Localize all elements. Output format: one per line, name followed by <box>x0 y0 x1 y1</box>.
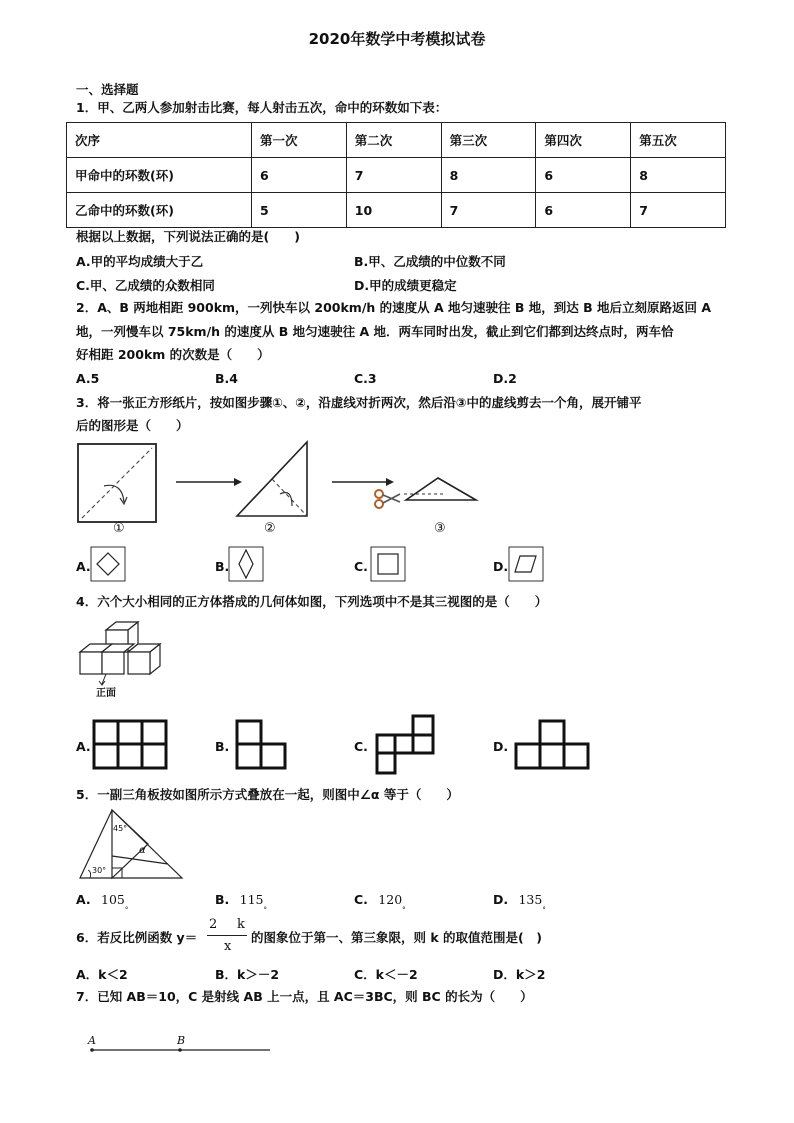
table-cell: 乙命中的环数(环) <box>67 193 252 228</box>
q3-option-a-label[interactable]: A. <box>76 559 91 574</box>
q5-option-value: 135 <box>518 892 543 907</box>
page-title: 2020年数学中考模拟试卷 <box>308 30 486 48</box>
q5-angle-30-label: 30° <box>92 866 107 875</box>
scissors-icon <box>375 490 400 508</box>
table-row <box>67 158 726 193</box>
table-header-cell: 第三次 <box>441 123 536 158</box>
q3-step-label: ① <box>113 521 125 536</box>
q3-folding-steps-figure <box>70 436 490 538</box>
q3-fold-arrow <box>280 493 292 507</box>
q5-angle-45-label: 45° <box>113 824 128 833</box>
q5-option-letter: A. <box>76 892 91 907</box>
q4-option-d-label[interactable]: D. <box>493 739 509 754</box>
q3-option-a-figure[interactable] <box>90 546 126 582</box>
q1-option-d[interactable]: D.甲的成绩更稳定 <box>354 278 457 293</box>
q6-denominator: x <box>224 939 232 954</box>
q4-option-b-label[interactable]: B. <box>215 739 230 754</box>
table-cell: 甲命中的环数(环) <box>67 158 252 193</box>
q2-option-b[interactable]: B.4 <box>215 371 238 386</box>
q1-option-a[interactable]: A.甲的平均成绩大于乙 <box>76 254 204 269</box>
table-row <box>67 193 726 228</box>
q5-option-letter: B. <box>215 892 230 907</box>
q5-option-a[interactable] <box>76 892 129 914</box>
q6-numerator-left: 2 <box>209 917 218 932</box>
q3-option-c-label[interactable]: C. <box>354 559 368 574</box>
table-cell: 6 <box>536 193 631 228</box>
q5-option-c[interactable] <box>354 892 406 914</box>
degree-sign: ° <box>124 906 129 914</box>
table-cell: 8 <box>441 158 536 193</box>
q7-point-b-label: B <box>177 1034 186 1047</box>
q2-line3: 好相距 200km 的次数是（ ） <box>76 347 270 362</box>
q5-option-d[interactable] <box>493 892 546 914</box>
q4-option-d-figure[interactable] <box>514 719 590 771</box>
q6-option-d[interactable]: D．k＞2 <box>493 967 546 982</box>
q6-fraction-bar <box>207 935 247 936</box>
table-cell: 5 <box>252 193 347 228</box>
q5-option-letter: C. <box>354 892 368 907</box>
q5-option-value: 120 <box>378 892 403 907</box>
q3-option-d-label[interactable]: D. <box>493 559 509 574</box>
table-cell: 8 <box>631 158 726 193</box>
q5-stem: 5．一副三角板按如图所示方式叠放在一起，则图中∠α 等于（ ） <box>76 787 459 802</box>
q4-option-a-label[interactable]: A. <box>76 739 91 754</box>
q4-cube-solid-figure <box>76 618 166 688</box>
q3-option-b-label[interactable]: B. <box>215 559 230 574</box>
q3-option-d-figure[interactable] <box>508 546 544 582</box>
q4-option-c-label[interactable]: C. <box>354 739 368 754</box>
table-header-cell: 次序 <box>67 123 252 158</box>
q1-option-b[interactable]: B.甲、乙成绩的中位数不同 <box>354 254 506 269</box>
section-heading: 一、选择题 <box>76 82 139 97</box>
q3-line1: 3．将一张正方形纸片，按如图步骤①、②，沿虚线对折两次，然后沿③中的虚线剪去一个角，展开铺平 <box>76 395 642 410</box>
q6-option-a[interactable]: A．k＜2 <box>76 967 128 982</box>
table-cell: 7 <box>631 193 726 228</box>
q3-step-label: ② <box>264 521 276 536</box>
table-header-cell: 第二次 <box>346 123 441 158</box>
q3-step-arrow-head <box>386 478 394 486</box>
q5-option-letter: D. <box>493 892 509 907</box>
q1-question: 根据以上数据，下列说法正确的是( ) <box>76 229 300 244</box>
q6-option-c[interactable]: C．k＜－2 <box>354 967 418 982</box>
q6-suffix: 的图象位于第一、第三象限，则 k 的取值范围是( ) <box>251 930 542 945</box>
q1-option-c[interactable]: C.甲、乙成绩的众数相同 <box>76 278 215 293</box>
q4-front-label: 正面 <box>96 688 116 699</box>
q3-step-label: ③ <box>434 521 446 536</box>
q3-line2: 后的图形是（ ） <box>76 418 189 433</box>
table-cell: 7 <box>346 158 441 193</box>
q2-option-a[interactable]: A.5 <box>76 371 100 386</box>
degree-sign: ° <box>263 906 267 914</box>
q5-option-b[interactable] <box>215 892 267 914</box>
degree-sign: ° <box>402 906 406 914</box>
q1-stem: 1．甲、乙两人参加射击比赛，每人射击五次，命中的环数如下表： <box>76 100 448 115</box>
q3-small-triangle <box>406 478 476 500</box>
table-header-cell: 第五次 <box>631 123 726 158</box>
q2-line2: 地，一列慢车以 75km/h 的速度从 B 地匀速驶往 A 地．两车同时出发，截止到它们都到达终点时，两车恰 <box>76 324 674 339</box>
q6-prefix: 6．若反比例函数 y＝ <box>76 930 198 945</box>
table-cell: 6 <box>536 158 631 193</box>
q3-option-b-figure[interactable] <box>228 546 264 582</box>
degree-sign: ° <box>542 906 546 914</box>
q6-numerator-right: k <box>237 917 245 932</box>
q4-stem: 4．六个大小相同的正方体搭成的几何体如图，下列选项中不是其三视图的是（ ） <box>76 594 548 609</box>
q2-option-d[interactable]: D.2 <box>493 371 517 386</box>
q4-option-b-figure[interactable] <box>235 719 287 771</box>
q4-option-a-figure[interactable] <box>92 719 168 771</box>
q1-score-table <box>66 122 726 228</box>
q5-alpha-label: α <box>139 845 146 856</box>
q2-option-c[interactable]: C.3 <box>354 371 377 386</box>
table-header-cell: 第四次 <box>536 123 631 158</box>
q5-option-value: 115 <box>239 892 264 907</box>
table-cell: 6 <box>252 158 347 193</box>
q3-fold-line <box>272 479 307 516</box>
q4-option-c-figure[interactable] <box>375 714 437 776</box>
q3-step-arrow-head <box>234 478 242 486</box>
table-header-row <box>67 123 726 158</box>
table-cell: 10 <box>346 193 441 228</box>
q7-stem: 7．已知 AB＝10，C 是射线 AB 上一点，且 AC＝3BC，则 BC 的长为（ ） <box>76 989 533 1004</box>
q7-point-a-label: A <box>88 1034 96 1047</box>
table-cell: 7 <box>441 193 536 228</box>
table-header-cell: 第一次 <box>252 123 347 158</box>
q3-option-c-figure[interactable] <box>370 546 406 582</box>
q2-line1: 2．A、B 两地相距 900km，一列快车以 200km/h 的速度从 A 地匀速驶往 B 地，到达 B 地后立刻原路返回 A <box>76 300 711 315</box>
q6-option-b[interactable]: B．k＞－2 <box>215 967 280 982</box>
q5-option-value: 105 <box>101 892 125 907</box>
q3-fold-line <box>82 448 152 518</box>
